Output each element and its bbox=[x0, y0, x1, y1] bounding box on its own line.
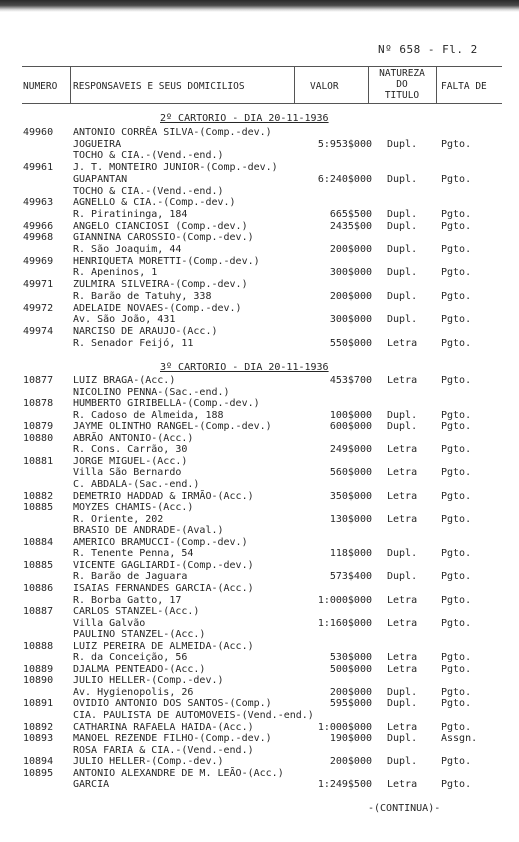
record-falta: Pgto. bbox=[441, 513, 472, 525]
record-valor: 249$000 bbox=[329, 444, 372, 456]
record-text: JOGUEIRA bbox=[73, 138, 122, 150]
record-number: 10879 bbox=[23, 421, 54, 433]
record-text: R. Barão de Tatuhy, 338 bbox=[73, 290, 212, 302]
record-valor: 1:000$000 bbox=[317, 721, 372, 733]
record-number: 10878 bbox=[23, 398, 54, 410]
record-text: JAYME OLINTHO RANGEL-(Comp.-dev.) bbox=[73, 421, 272, 433]
record-text: HENRIQUETA MORETTI-(Comp.-dev.) bbox=[73, 255, 260, 267]
record-text: R. Tenente Penna, 54 bbox=[73, 548, 194, 560]
record-valor: 200$000 bbox=[329, 290, 372, 302]
record-falta: Pgto. bbox=[441, 663, 472, 675]
record-text: LUIZ BRAGA-(Acc.) bbox=[73, 375, 176, 386]
record-text: R. São Joaquim, 44 bbox=[73, 244, 182, 255]
record-text: R. Apeninos, 1 bbox=[73, 267, 158, 279]
record-valor: 453$700 bbox=[329, 375, 372, 386]
record-valor: 5:953$000 bbox=[317, 138, 372, 150]
record-text: R. Borba Gatto, 17 bbox=[73, 594, 182, 606]
header-divider bbox=[436, 66, 437, 104]
record-text: TOCHO & CIA.-(Vend.-end.) bbox=[73, 185, 224, 197]
record-natureza: Letra bbox=[387, 444, 418, 456]
record-falta: Pgto. bbox=[441, 548, 472, 560]
record-text: LUIZ PEREIRA DE ALMEIDA-(Acc.) bbox=[73, 640, 254, 652]
continua-note: -(CONTINUA)- bbox=[368, 803, 441, 814]
record-number: 10884 bbox=[23, 536, 54, 548]
record-valor: 560$000 bbox=[329, 467, 372, 479]
record-number: 10886 bbox=[23, 582, 54, 594]
record-falta: Pgto. bbox=[441, 652, 472, 664]
header-rule-top bbox=[22, 66, 502, 67]
record-natureza: Dupl. bbox=[387, 548, 418, 560]
record-text: ROSA FARIA & CIA.-(Vend.-end.) bbox=[73, 744, 254, 756]
record-text: DEMETRIO HADDAD & IRMÃO-(Acc.) bbox=[73, 490, 254, 502]
record-number: 10882 bbox=[23, 490, 54, 502]
record-text: R. Piratininga, 184 bbox=[73, 208, 188, 220]
record-text: MANOEL REZENDE FILHO-(Comp.-dev.) bbox=[73, 733, 272, 744]
record-natureza: Letra bbox=[387, 594, 418, 606]
record-valor: 573$400 bbox=[329, 571, 372, 583]
record-text: VICENTE GAGLIARDI-(Comp.-dev.) bbox=[73, 559, 254, 571]
record-valor: 1:000$000 bbox=[317, 594, 372, 606]
record-number: 49969 bbox=[23, 255, 54, 267]
record-valor: 300$000 bbox=[329, 314, 372, 326]
record-natureza: Dupl. bbox=[387, 314, 418, 326]
record-text: PAULINO STANZEL-(Acc.) bbox=[73, 629, 206, 641]
record-number: 49968 bbox=[23, 232, 54, 244]
record-number: 10892 bbox=[23, 721, 54, 733]
record-falta: Pgto. bbox=[441, 490, 472, 502]
record-number: 10891 bbox=[23, 698, 54, 710]
header-divider bbox=[294, 66, 295, 104]
record-natureza: Letra bbox=[387, 337, 418, 349]
record-number: 49963 bbox=[23, 197, 54, 209]
record-natureza: Dupl. bbox=[387, 267, 418, 279]
record-text: GUAPANTAN bbox=[73, 173, 128, 185]
record-valor: 200$000 bbox=[329, 756, 372, 768]
record-falta: Pgto. bbox=[441, 444, 472, 456]
record-text: GIANNINA CAROSSIO-(Comp.-dev.) bbox=[73, 232, 254, 244]
record-valor: 118$000 bbox=[329, 548, 372, 560]
record-text: Av. Hygienopolis, 26 bbox=[73, 686, 194, 698]
record-number: 10885 bbox=[23, 559, 54, 571]
cartorio-section-title: 2º CARTORIO - DIA 20-11-1936 bbox=[160, 113, 329, 124]
record-number: 10885 bbox=[23, 502, 54, 514]
record-valor: 100$000 bbox=[329, 409, 372, 421]
record-valor: 6:240$000 bbox=[317, 173, 372, 185]
header-numero: NUMERO bbox=[23, 81, 58, 92]
record-natureza: Dupl. bbox=[387, 220, 418, 232]
record-text: Villa Galvão bbox=[73, 617, 146, 629]
header-rule-bottom bbox=[22, 103, 502, 104]
record-text: R. Cons. Carrão, 30 bbox=[73, 444, 188, 456]
record-text: R. Oriente, 202 bbox=[73, 513, 164, 525]
header-divider bbox=[70, 66, 71, 104]
header-divider bbox=[368, 66, 369, 104]
header-falta: FALTA DE bbox=[441, 81, 487, 92]
header-valor: VALOR bbox=[310, 81, 339, 92]
record-text: J. T. MONTEIRO JUNIOR-(Comp.-dev.) bbox=[73, 162, 278, 174]
record-valor: 2435$00 bbox=[329, 220, 372, 232]
record-natureza: Dupl. bbox=[387, 698, 418, 710]
record-natureza: Dupl. bbox=[387, 173, 418, 185]
record-natureza: Letra bbox=[387, 652, 418, 664]
scan-top-edge bbox=[0, 0, 519, 12]
record-natureza: Letra bbox=[387, 617, 418, 629]
record-number: 49966 bbox=[23, 220, 54, 232]
record-text: ANTONIO CORRÊA SILVA-(Comp.-dev.) bbox=[73, 127, 272, 138]
record-natureza: Dupl. bbox=[387, 733, 418, 744]
record-natureza: Dupl. bbox=[387, 756, 418, 768]
record-text: Villa São Bernardo bbox=[73, 467, 182, 479]
record-falta: Pgto. bbox=[441, 208, 472, 220]
record-falta: Pgto. bbox=[441, 721, 472, 733]
record-natureza: Letra bbox=[387, 721, 418, 733]
record-natureza: Dupl. bbox=[387, 244, 418, 255]
record-valor: 600$000 bbox=[329, 421, 372, 433]
record-number: 10895 bbox=[23, 767, 54, 779]
record-text: OVIDIO ANTONIO DOS SANTOS-(Comp.) bbox=[73, 698, 272, 710]
record-number: 49972 bbox=[23, 302, 54, 314]
record-falta: Pgto. bbox=[441, 244, 472, 255]
record-falta: Pgto. bbox=[441, 779, 472, 791]
record-valor: 1:249$500 bbox=[317, 779, 372, 791]
record-number: 49971 bbox=[23, 279, 54, 291]
record-number: 49961 bbox=[23, 162, 54, 174]
record-valor: 190$000 bbox=[329, 733, 372, 744]
record-number: 10894 bbox=[23, 756, 54, 768]
record-text: MOYZES CHAMIS-(Acc.) bbox=[73, 502, 194, 514]
record-text: ANGELO CIANCIOSI (Comp.-dev.) bbox=[73, 220, 248, 232]
record-text: CARLOS STANZEL-(Acc.) bbox=[73, 606, 200, 617]
page-number: Nº 658 - Fl. 2 bbox=[378, 43, 478, 56]
record-text: R. Senador Feijó, 11 bbox=[73, 337, 194, 349]
header-natureza-line: DO bbox=[396, 79, 408, 90]
record-valor: 200$000 bbox=[329, 686, 372, 698]
record-text: ISAIAS FERNANDES GARCIA-(Acc.) bbox=[73, 582, 254, 594]
record-natureza: Dupl. bbox=[387, 409, 418, 421]
record-text: DJALMA PENTEADO-(Acc.) bbox=[73, 663, 206, 675]
record-text: CATHARINA RAFAELA HAIDA-(Acc.) bbox=[73, 721, 254, 733]
record-falta: Pgto. bbox=[441, 138, 472, 150]
record-natureza: Dupl. bbox=[387, 421, 418, 433]
record-falta: Pgto. bbox=[441, 314, 472, 326]
record-valor: 595$000 bbox=[329, 698, 372, 710]
record-falta: Pgto. bbox=[441, 467, 472, 479]
record-valor: 500$000 bbox=[329, 663, 372, 675]
record-natureza: Letra bbox=[387, 513, 418, 525]
header-natureza-line: TITULO bbox=[384, 90, 420, 101]
record-text: ZULMIRA SILVEIRA-(Comp.-dev.) bbox=[73, 279, 248, 291]
record-natureza: Dupl. bbox=[387, 138, 418, 150]
record-text: AMERICO BRAMUCCI-(Comp.-dev.) bbox=[73, 536, 248, 548]
record-number: 10877 bbox=[23, 375, 54, 386]
record-natureza: Dupl. bbox=[387, 208, 418, 220]
record-text: R. Barão de Jaguara bbox=[73, 571, 188, 583]
record-text: JULIO HELLER-(Comp.-dev.) bbox=[73, 756, 224, 768]
record-number: 10881 bbox=[23, 455, 54, 467]
cartorio-section-title: 3º CARTORIO - DIA 20-11-1936 bbox=[160, 362, 329, 373]
record-falta: Pgto. bbox=[441, 617, 472, 629]
record-text: NARCISO DE ARAUJO-(Acc.) bbox=[73, 325, 218, 337]
record-number: 10888 bbox=[23, 640, 54, 652]
record-natureza: Letra bbox=[387, 779, 418, 791]
record-valor: 200$000 bbox=[329, 244, 372, 255]
record-text: Av. São João, 431 bbox=[73, 314, 176, 326]
record-number: 10890 bbox=[23, 675, 54, 687]
record-valor: 130$000 bbox=[329, 513, 372, 525]
record-falta: Pgto. bbox=[441, 571, 472, 583]
record-text: GARCIA bbox=[73, 779, 110, 791]
header-natureza-line: NATUREZA bbox=[379, 68, 425, 79]
record-falta: Pgto. bbox=[441, 375, 472, 386]
record-number: 10893 bbox=[23, 733, 54, 744]
record-text: CIA. PAULISTA DE AUTOMOVEIS-(Vend.-end.) bbox=[73, 710, 314, 721]
record-falta: Pgto. bbox=[441, 173, 472, 185]
record-falta: Pgto. bbox=[441, 220, 472, 232]
record-number: 10887 bbox=[23, 606, 54, 617]
record-text: HUMBERTO GIRIBELLA-(Comp.-dev.) bbox=[73, 398, 260, 410]
record-valor: 300$000 bbox=[329, 267, 372, 279]
record-number: 10889 bbox=[23, 663, 54, 675]
record-falta: Assgn. bbox=[441, 733, 478, 744]
record-text: R. Cadoso de Almeida, 188 bbox=[73, 409, 224, 421]
record-falta: Pgto. bbox=[441, 686, 472, 698]
record-valor: 665$500 bbox=[329, 208, 372, 220]
record-text: AGNELLO & CIA.-(Comp.-dev.) bbox=[73, 197, 236, 209]
record-falta: Pgto. bbox=[441, 698, 472, 710]
record-number: 49974 bbox=[23, 325, 54, 337]
record-falta: Pgto. bbox=[441, 267, 472, 279]
record-falta: Pgto. bbox=[441, 337, 472, 349]
header-responsaveis: RESPONSAVEIS E SEUS DOMICILIOS bbox=[73, 81, 245, 92]
record-number: 49960 bbox=[23, 127, 54, 138]
record-text: NICOLINO PENNA-(Sac.-end.) bbox=[73, 386, 230, 398]
record-falta: Pgto. bbox=[441, 594, 472, 606]
record-text: R. da Conceição, 56 bbox=[73, 652, 188, 664]
record-falta: Pgto. bbox=[441, 421, 472, 433]
record-valor: 530$000 bbox=[329, 652, 372, 664]
record-text: TOCHO & CIA.-(Vend.-end.) bbox=[73, 150, 224, 162]
record-text: BRASIO DE ANDRADE-(Aval.) bbox=[73, 525, 224, 537]
record-number: 10880 bbox=[23, 432, 54, 444]
record-text: C. ABDALA-(Sac.-end.) bbox=[73, 478, 200, 490]
record-valor: 550$000 bbox=[329, 337, 372, 349]
record-natureza: Dupl. bbox=[387, 686, 418, 698]
record-natureza: Letra bbox=[387, 490, 418, 502]
record-natureza: Letra bbox=[387, 375, 418, 386]
record-text: JORGE MIGUEL-(Acc.) bbox=[73, 455, 188, 467]
record-natureza: Dupl. bbox=[387, 571, 418, 583]
header-natureza bbox=[370, 68, 434, 101]
record-text: ANTONIO ALEXANDRE DE M. LEÃO-(Acc.) bbox=[73, 767, 284, 779]
record-valor: 350$000 bbox=[329, 490, 372, 502]
record-text: JULIO HELLER-(Comp.-dev.) bbox=[73, 675, 224, 687]
record-natureza: Letra bbox=[387, 663, 418, 675]
record-natureza: Letra bbox=[387, 467, 418, 479]
record-text: ABRÃO ANTONIO-(Acc.) bbox=[73, 432, 194, 444]
record-natureza: Dupl. bbox=[387, 290, 418, 302]
record-valor: 1:160$000 bbox=[317, 617, 372, 629]
record-falta: Pgto. bbox=[441, 409, 472, 421]
record-falta: Pgto. bbox=[441, 290, 472, 302]
record-text: ADELAIDE NOVAES-(Comp.-dev.) bbox=[73, 302, 242, 314]
record-falta: Pgto. bbox=[441, 756, 472, 768]
